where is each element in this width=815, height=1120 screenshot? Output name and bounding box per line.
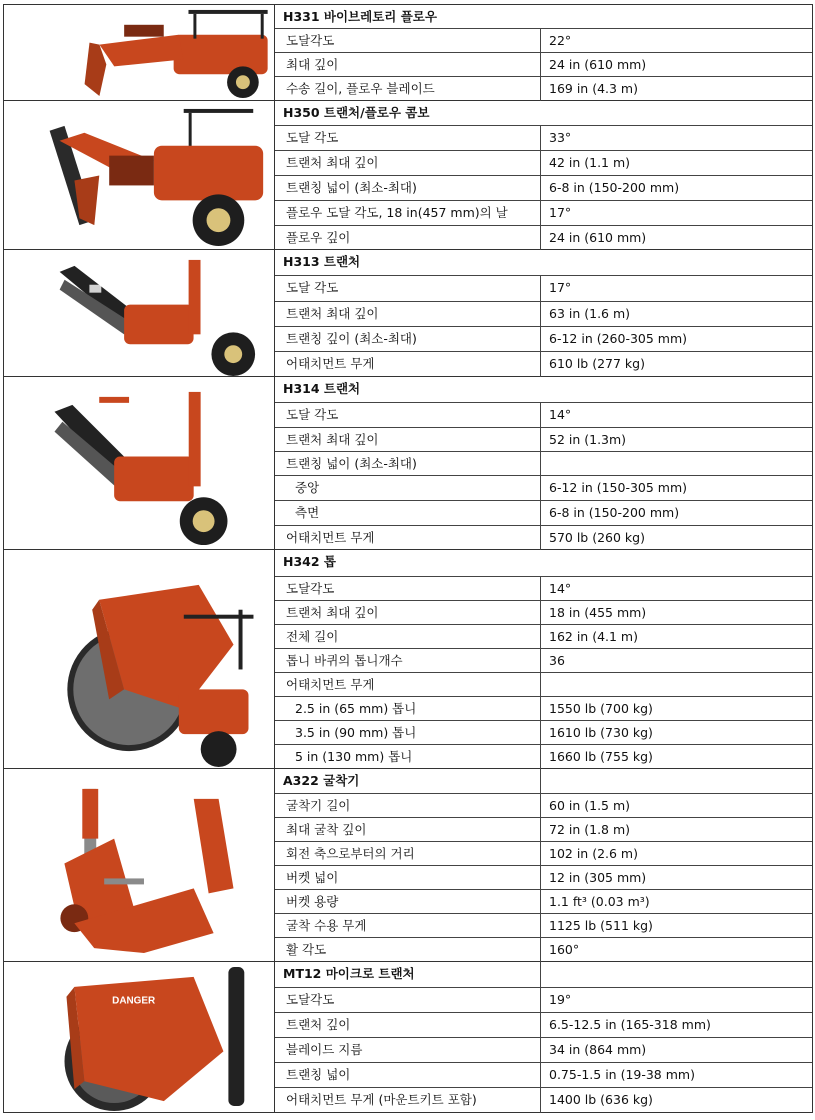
vibratory-plow-image	[4, 5, 274, 100]
spec-value: 570 lb (260 kg)	[549, 530, 645, 545]
section-title: H314 트랜처	[283, 381, 361, 396]
spec-row	[275, 745, 812, 769]
trencher-image	[4, 377, 274, 549]
spec-row	[275, 866, 812, 890]
spec-value: 63 in (1.6 m)	[549, 306, 631, 321]
spec-value: 52 in (1.3m)	[549, 432, 627, 447]
product-photo-cell	[4, 5, 275, 100]
spec-section-h342	[4, 550, 812, 769]
spec-value: 102 in (2.6 m)	[549, 846, 638, 861]
spec-value: 36	[549, 653, 565, 668]
spec-label: 도달각도	[275, 577, 541, 600]
spec-label: 도달각도	[275, 988, 541, 1012]
spec-label: 버켓 넓이	[275, 866, 541, 889]
spec-row	[275, 176, 812, 201]
spec-label: 도달각도	[275, 29, 541, 52]
spec-value: 19°	[549, 992, 572, 1007]
spec-label: 플로우 깊이	[275, 226, 541, 250]
spec-label: 트랜처 최대 깊이	[275, 428, 541, 451]
product-photo-cell	[4, 101, 275, 249]
spec-value: 169 in (4.3 m)	[549, 81, 638, 96]
spec-value: 17°	[549, 280, 572, 295]
spec-row	[275, 649, 812, 673]
spec-value: 6-12 in (150-305 mm)	[549, 480, 688, 495]
section-title-row	[275, 250, 812, 276]
spec-label: 트랜칭 넓이	[275, 1063, 541, 1087]
spec-row	[275, 721, 812, 745]
spec-section-h331	[4, 5, 812, 101]
plow-attachment	[85, 25, 184, 96]
spec-row	[275, 452, 812, 476]
section-title: H331 바이브레토리 플로우	[283, 9, 437, 24]
spec-value: 14°	[549, 407, 572, 422]
spec-row	[275, 1088, 812, 1113]
danger-label: DANGER	[112, 995, 156, 1007]
trencher-plow-combo-image	[4, 101, 274, 249]
spec-label: 수송 길이, 플로우 블레이드	[275, 77, 541, 101]
spec-label: 트랜처 최대 깊이	[275, 302, 541, 326]
spec-section-a322	[4, 769, 812, 962]
spec-value: 24 in (610 mm)	[549, 57, 647, 72]
spec-row	[275, 673, 812, 697]
spec-value: 22°	[549, 33, 572, 48]
spec-row	[275, 697, 812, 721]
spec-value: 1660 lb (755 kg)	[549, 749, 653, 764]
spec-value: 1400 lb (636 kg)	[549, 1092, 653, 1107]
spec-row	[275, 151, 812, 176]
spec-label: 트랜칭 넓이 (최소-최대)	[275, 176, 541, 200]
spec-row	[275, 1013, 812, 1038]
spec-section-mt12	[4, 962, 812, 1113]
spec-value: 0.75-1.5 in (19-38 mm)	[549, 1067, 695, 1082]
spec-row	[275, 914, 812, 938]
spec-row	[275, 842, 812, 866]
spec-row	[275, 601, 812, 625]
product-photo-cell	[4, 550, 275, 768]
spec-value: 42 in (1.1 m)	[549, 155, 631, 170]
spec-value: 1550 lb (700 kg)	[549, 701, 653, 716]
spec-value	[541, 673, 812, 696]
tractor-body	[174, 10, 268, 98]
spec-label: 도달 각도	[275, 276, 541, 301]
spec-row	[275, 327, 812, 352]
section-title-row	[275, 550, 812, 577]
spec-label: 최대 깊이	[275, 53, 541, 76]
spec-row	[275, 77, 812, 101]
spec-label: 3.5 in (90 mm) 톱니	[275, 721, 541, 744]
section-title-row	[275, 962, 812, 988]
spec-value: 17°	[549, 205, 572, 220]
spec-row	[275, 276, 812, 302]
section-title: H350 트랜처/플로우 콤보	[283, 105, 430, 120]
spec-label: 도달 각도	[275, 126, 541, 150]
backhoe-image	[4, 769, 274, 961]
section-title: H313 트랜처	[283, 254, 361, 269]
spec-value: 6.5-12.5 in (165-318 mm)	[549, 1017, 711, 1032]
spec-row	[275, 29, 812, 53]
spec-label: 어태치먼트 무게 (마운트키트 포함)	[275, 1088, 541, 1113]
spec-label: 블레이드 지름	[275, 1038, 541, 1062]
spec-value: 24 in (610 mm)	[549, 230, 647, 245]
spec-label: 측면	[275, 501, 541, 525]
product-photo-cell	[4, 962, 275, 1112]
section-title-row	[275, 101, 812, 126]
spec-label: 트랜처 최대 깊이	[275, 601, 541, 624]
spec-row	[275, 1063, 812, 1088]
spec-value: 72 in (1.8 m)	[549, 822, 631, 837]
spec-label: 5 in (130 mm) 톱니	[275, 745, 541, 769]
spec-row	[275, 890, 812, 914]
spec-row	[275, 818, 812, 842]
spec-label: 전체 길이	[275, 625, 541, 648]
section-title: MT12 마이크로 트랜처	[275, 962, 541, 987]
product-photo-cell	[4, 769, 275, 961]
spec-row	[275, 403, 812, 428]
spec-row	[275, 428, 812, 452]
micro-trencher-image	[4, 962, 274, 1112]
section-title-row	[275, 377, 812, 403]
spec-row	[275, 501, 812, 526]
spec-row	[275, 1038, 812, 1063]
spec-section-h350	[4, 101, 812, 250]
spec-row	[275, 201, 812, 226]
spec-label: 플로우 도달 각도, 18 in(457 mm)의 날	[275, 201, 541, 225]
spec-value: 33°	[549, 130, 572, 145]
spec-value: 14°	[549, 581, 572, 596]
spec-label: 최대 굴착 깊이	[275, 818, 541, 841]
spec-row	[275, 126, 812, 151]
rock-saw-image	[4, 550, 274, 768]
spec-value: 60 in (1.5 m)	[549, 798, 631, 813]
spec-value: 34 in (864 mm)	[549, 1042, 647, 1057]
section-title-row	[275, 5, 812, 29]
spec-label: 트랜칭 깊이 (최소-최대)	[275, 327, 541, 351]
spec-row	[275, 988, 812, 1013]
spec-row	[275, 226, 812, 250]
spec-row	[275, 938, 812, 962]
section-title: H342 톱	[283, 554, 336, 569]
spec-row	[275, 302, 812, 327]
spec-label: 트랜처 최대 깊이	[275, 151, 541, 175]
spec-row	[275, 352, 812, 377]
spec-row	[275, 625, 812, 649]
spec-label: 어태치먼트 무게	[275, 526, 541, 550]
spec-row	[275, 476, 812, 501]
spec-value: 162 in (4.1 m)	[549, 629, 638, 644]
spec-value: 1.1 ft³ (0.03 m³)	[549, 894, 650, 909]
spec-table	[3, 4, 813, 1113]
section-title: A322 굴착기	[275, 769, 541, 793]
spec-value	[541, 452, 812, 475]
spec-section-h314	[4, 377, 812, 550]
spec-value: 6-12 in (260-305 mm)	[549, 331, 688, 346]
spec-section-h313	[4, 250, 812, 377]
spec-label: 굴착기 길이	[275, 794, 541, 817]
spec-row	[275, 53, 812, 77]
spec-label: 톱니 바퀴의 톱니개수	[275, 649, 541, 672]
product-photo-cell	[4, 377, 275, 549]
spec-label: 활 각도	[275, 938, 541, 962]
spec-value: 160°	[549, 942, 580, 957]
spec-label: 회전 축으로부터의 거리	[275, 842, 541, 865]
spec-value: 18 in (455 mm)	[549, 605, 647, 620]
product-photo-cell	[4, 250, 275, 376]
empty-cell	[541, 962, 812, 987]
spec-label: 중앙	[275, 476, 541, 500]
spec-label: 트랜처 깊이	[275, 1013, 541, 1037]
trencher-image	[4, 250, 274, 376]
spec-label: 트랜칭 넓이 (최소-최대)	[275, 452, 541, 475]
spec-value: 6-8 in (150-200 mm)	[549, 180, 680, 195]
spec-label: 어태치먼트 무게	[275, 673, 541, 696]
spec-row	[275, 577, 812, 601]
spec-value: 610 lb (277 kg)	[549, 356, 645, 371]
spec-row	[275, 526, 812, 550]
spec-label: 2.5 in (65 mm) 톱니	[275, 697, 541, 720]
spec-value: 12 in (305 mm)	[549, 870, 647, 885]
spec-row	[275, 794, 812, 818]
spec-label: 어태치먼트 무게	[275, 352, 541, 377]
spec-label: 도달 각도	[275, 403, 541, 427]
spec-value: 6-8 in (150-200 mm)	[549, 505, 680, 520]
spec-value: 1610 lb (730 kg)	[549, 725, 653, 740]
empty-cell	[541, 769, 812, 793]
spec-value: 1125 lb (511 kg)	[549, 918, 653, 933]
spec-label: 굴착 수용 무게	[275, 914, 541, 937]
section-title-row	[275, 769, 812, 794]
spec-label: 버켓 용량	[275, 890, 541, 913]
